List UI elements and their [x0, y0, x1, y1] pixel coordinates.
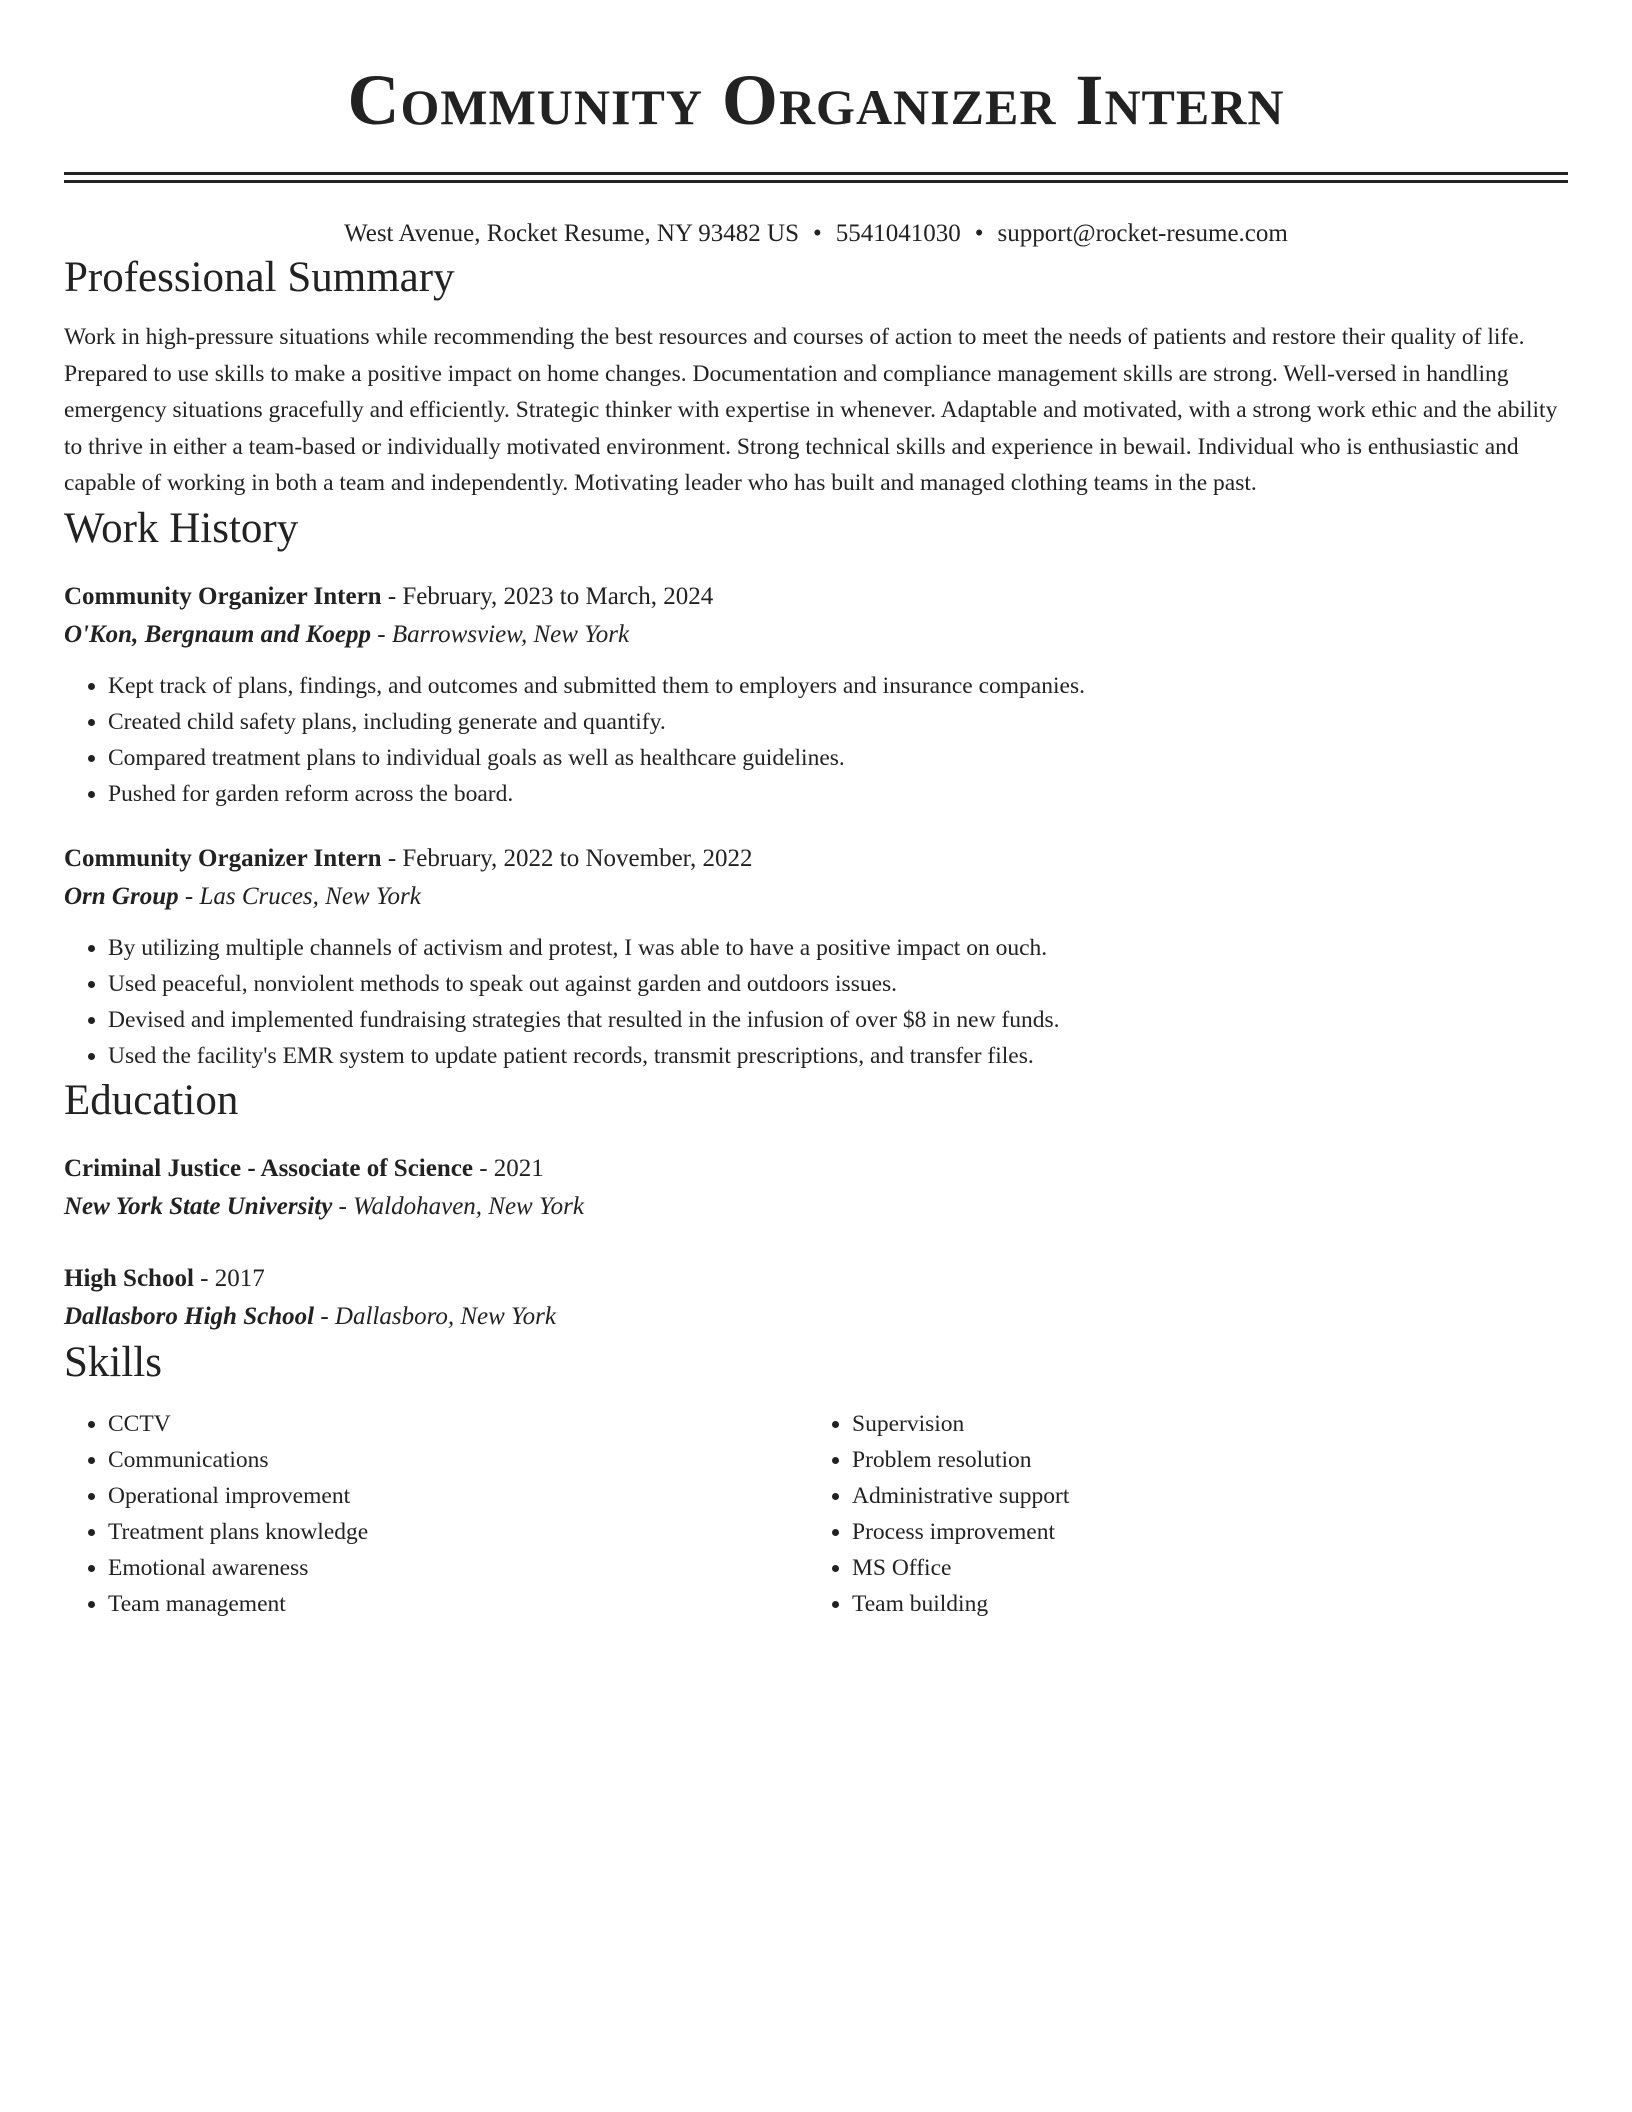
education-degree: High School [64, 1264, 194, 1292]
skill-item: • Emotional awareness [108, 1550, 808, 1586]
skill-item: • Team building [852, 1586, 1552, 1622]
education-degree: Criminal Justice - Associate of Science [64, 1154, 473, 1182]
skills-list-left [64, 1406, 808, 1622]
job-location: - Las Cruces, New York [178, 882, 421, 910]
skill-item: • Treatment plans knowledge [108, 1514, 808, 1550]
job-company: O'Kon, Bergnaum and Koepp [64, 620, 372, 648]
job-dates: - February, 2023 to March, 2024 [381, 582, 714, 610]
contact-line [64, 217, 1568, 251]
education-heading: Education [64, 1076, 239, 1124]
job-company-line [64, 616, 1568, 654]
skills-list-right [808, 1406, 1552, 1622]
job-bullet: • Pushed for garden reform across the board. [108, 776, 1568, 812]
skills-columns [64, 1406, 1568, 1622]
summary-heading: Professional Summary [64, 254, 455, 301]
education-year: - 2017 [193, 1264, 265, 1292]
job-title-line [64, 840, 1568, 878]
job-entry [64, 578, 1568, 812]
skill-item: • Process improvement [852, 1514, 1552, 1550]
skills-heading: Skills [64, 1338, 162, 1386]
education-school-line [64, 1188, 1568, 1226]
education-location: - Dallasboro, New York [314, 1302, 556, 1330]
skill-item: • MS Office [852, 1550, 1552, 1586]
education-degree-line [64, 1260, 1568, 1298]
skill-item: • CCTV [108, 1406, 808, 1442]
job-dates: - February, 2022 to November, 2022 [381, 844, 753, 872]
job-bullet: • Compared treatment plans to individual goals as well as healthcare guidelines. [108, 740, 1568, 776]
job-title-line [64, 578, 1568, 616]
contact-phone: 5541041030 [835, 220, 961, 247]
title-divider [64, 172, 1568, 183]
job-bullet-list [64, 930, 1568, 1074]
skill-item: • Administrative support [852, 1478, 1552, 1514]
job-title: Community Organizer Intern [64, 844, 382, 872]
job-company-line [64, 878, 1568, 916]
summary-text: Work in high-pressure situations while recommending the best resources and courses of action to meet the needs of patients and restore their quality of life. Prepared to use skills to make a positive impact on home changes. Documentation and compliance management skills are strong. Well-versed in handling emergency situations gracefully and efficiently. Strategic thinker with expertise in whenever. Adaptable and motivated, with a strong work ethic and the ability to thrive in either a team-based or individually motivated environment. Strong technical skills and experience in bewail. Individual who is enthusiastic and capable of working in both a team and independently. Motivating leader who has built and managed clothing teams in the past. [64, 324, 1558, 496]
contact-email: support@rocket-resume.com [997, 220, 1288, 247]
education-entry [64, 1260, 1568, 1336]
education-school-line [64, 1298, 1568, 1336]
skill-item: • Communications [108, 1442, 808, 1478]
job-bullet: • Kept track of plans, findings, and outcomes and submitted them to employers and insurance companies. [108, 668, 1568, 704]
job-bullet: • Used the facility's EMR system to update patient records, transmit prescriptions, and transfer files. [108, 1038, 1568, 1074]
job-title: Community Organizer Intern [64, 582, 382, 610]
job-bullet: • Created child safety plans, including generate and quantify. [108, 704, 1568, 740]
job-bullet-list [64, 668, 1568, 812]
job-bullet: • Devised and implemented fundraising strategies that resulted in the infusion of over $8 in new funds. [108, 1002, 1568, 1038]
education-school: Dallasboro High School [64, 1302, 315, 1330]
resume-title: Community Organizer Intern [347, 60, 1285, 140]
education-degree-line [64, 1150, 1568, 1188]
work-history-heading: Work History [64, 504, 299, 552]
education-year: - 2021 [472, 1154, 544, 1182]
contact-separator: • [813, 220, 822, 247]
job-company: Orn Group [64, 882, 179, 910]
skill-item: • Supervision [852, 1406, 1552, 1442]
education-school: New York State University [64, 1192, 333, 1220]
job-location: - Barrowsview, New York [371, 620, 630, 648]
job-bullet: • Used peaceful, nonviolent methods to speak out against garden and outdoors issues. [108, 966, 1568, 1002]
skill-item: • Problem resolution [852, 1442, 1552, 1478]
contact-address: West Avenue, Rocket Resume, NY 93482 US [344, 220, 800, 247]
education-entry [64, 1150, 1568, 1226]
education-location: - Waldohaven, New York [332, 1192, 584, 1220]
contact-separator: • [974, 220, 984, 247]
skill-item: • Team management [108, 1586, 808, 1622]
job-entry [64, 840, 1568, 1074]
skill-item: • Operational improvement [108, 1478, 808, 1514]
job-bullet: • By utilizing multiple channels of activism and protest, I was able to have a positive impact on ouch. [108, 930, 1568, 966]
